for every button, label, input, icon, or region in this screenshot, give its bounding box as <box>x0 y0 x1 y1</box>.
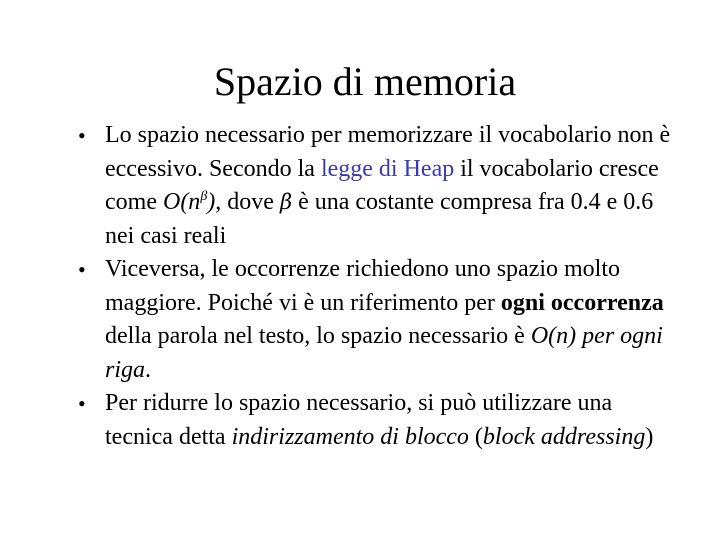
bullet-marker: • <box>78 391 86 416</box>
beta-superscript: β <box>200 189 208 204</box>
bullet-item-2 <box>0 253 720 387</box>
bullet-2-text-c: . <box>145 356 152 383</box>
bullet-item-3 <box>0 387 720 454</box>
bold-ogni-occorrenza: ogni occorrenza <box>500 289 664 316</box>
bullet-list <box>0 119 720 454</box>
bullet-2-text-a: Viceversa, le occorrenze richiedono uno spazio molto maggiore. Poiché vi è un riferimento per <box>105 256 621 316</box>
bullet-3-text-b: ( <box>468 423 483 450</box>
big-o-close: ), <box>207 189 222 215</box>
bullet-item-1 <box>0 119 720 253</box>
big-o-open: O(n <box>162 189 201 215</box>
italic-block-addressing: block addressing <box>482 423 646 450</box>
bullet-1-text-d: è una costante compresa fra 0.4 e 0.6 nei casi reali <box>105 189 654 249</box>
slide-title: Spazio di memoria <box>213 59 517 104</box>
bullet-1-text-b: il vocabolario cresce come <box>105 155 659 215</box>
italic-complexity: O(n) per ogni riga <box>105 323 663 383</box>
italic-indirizzamento: indirizzamento di blocco <box>231 423 469 450</box>
bullet-marker: • <box>78 123 86 148</box>
bullet-3-text-a: Per ridurre lo spazio necessario, si può utilizzare una tecnica detta <box>105 390 613 450</box>
big-o-expression <box>163 189 221 215</box>
bullet-2-text-b: della parola nel testo, lo spazio necessario è <box>105 323 531 349</box>
bullet-marker: • <box>78 257 86 282</box>
bullet-1-text-c: dove <box>221 189 280 215</box>
heap-law-link-text: legge di Heap <box>320 155 455 182</box>
bullet-1-text-a: Lo spazio necessario per memorizzare il vocabolario non è eccessivo. Secondo la <box>105 122 671 182</box>
beta-symbol: β <box>279 190 293 214</box>
bullet-3-text-c: ) <box>645 423 654 450</box>
